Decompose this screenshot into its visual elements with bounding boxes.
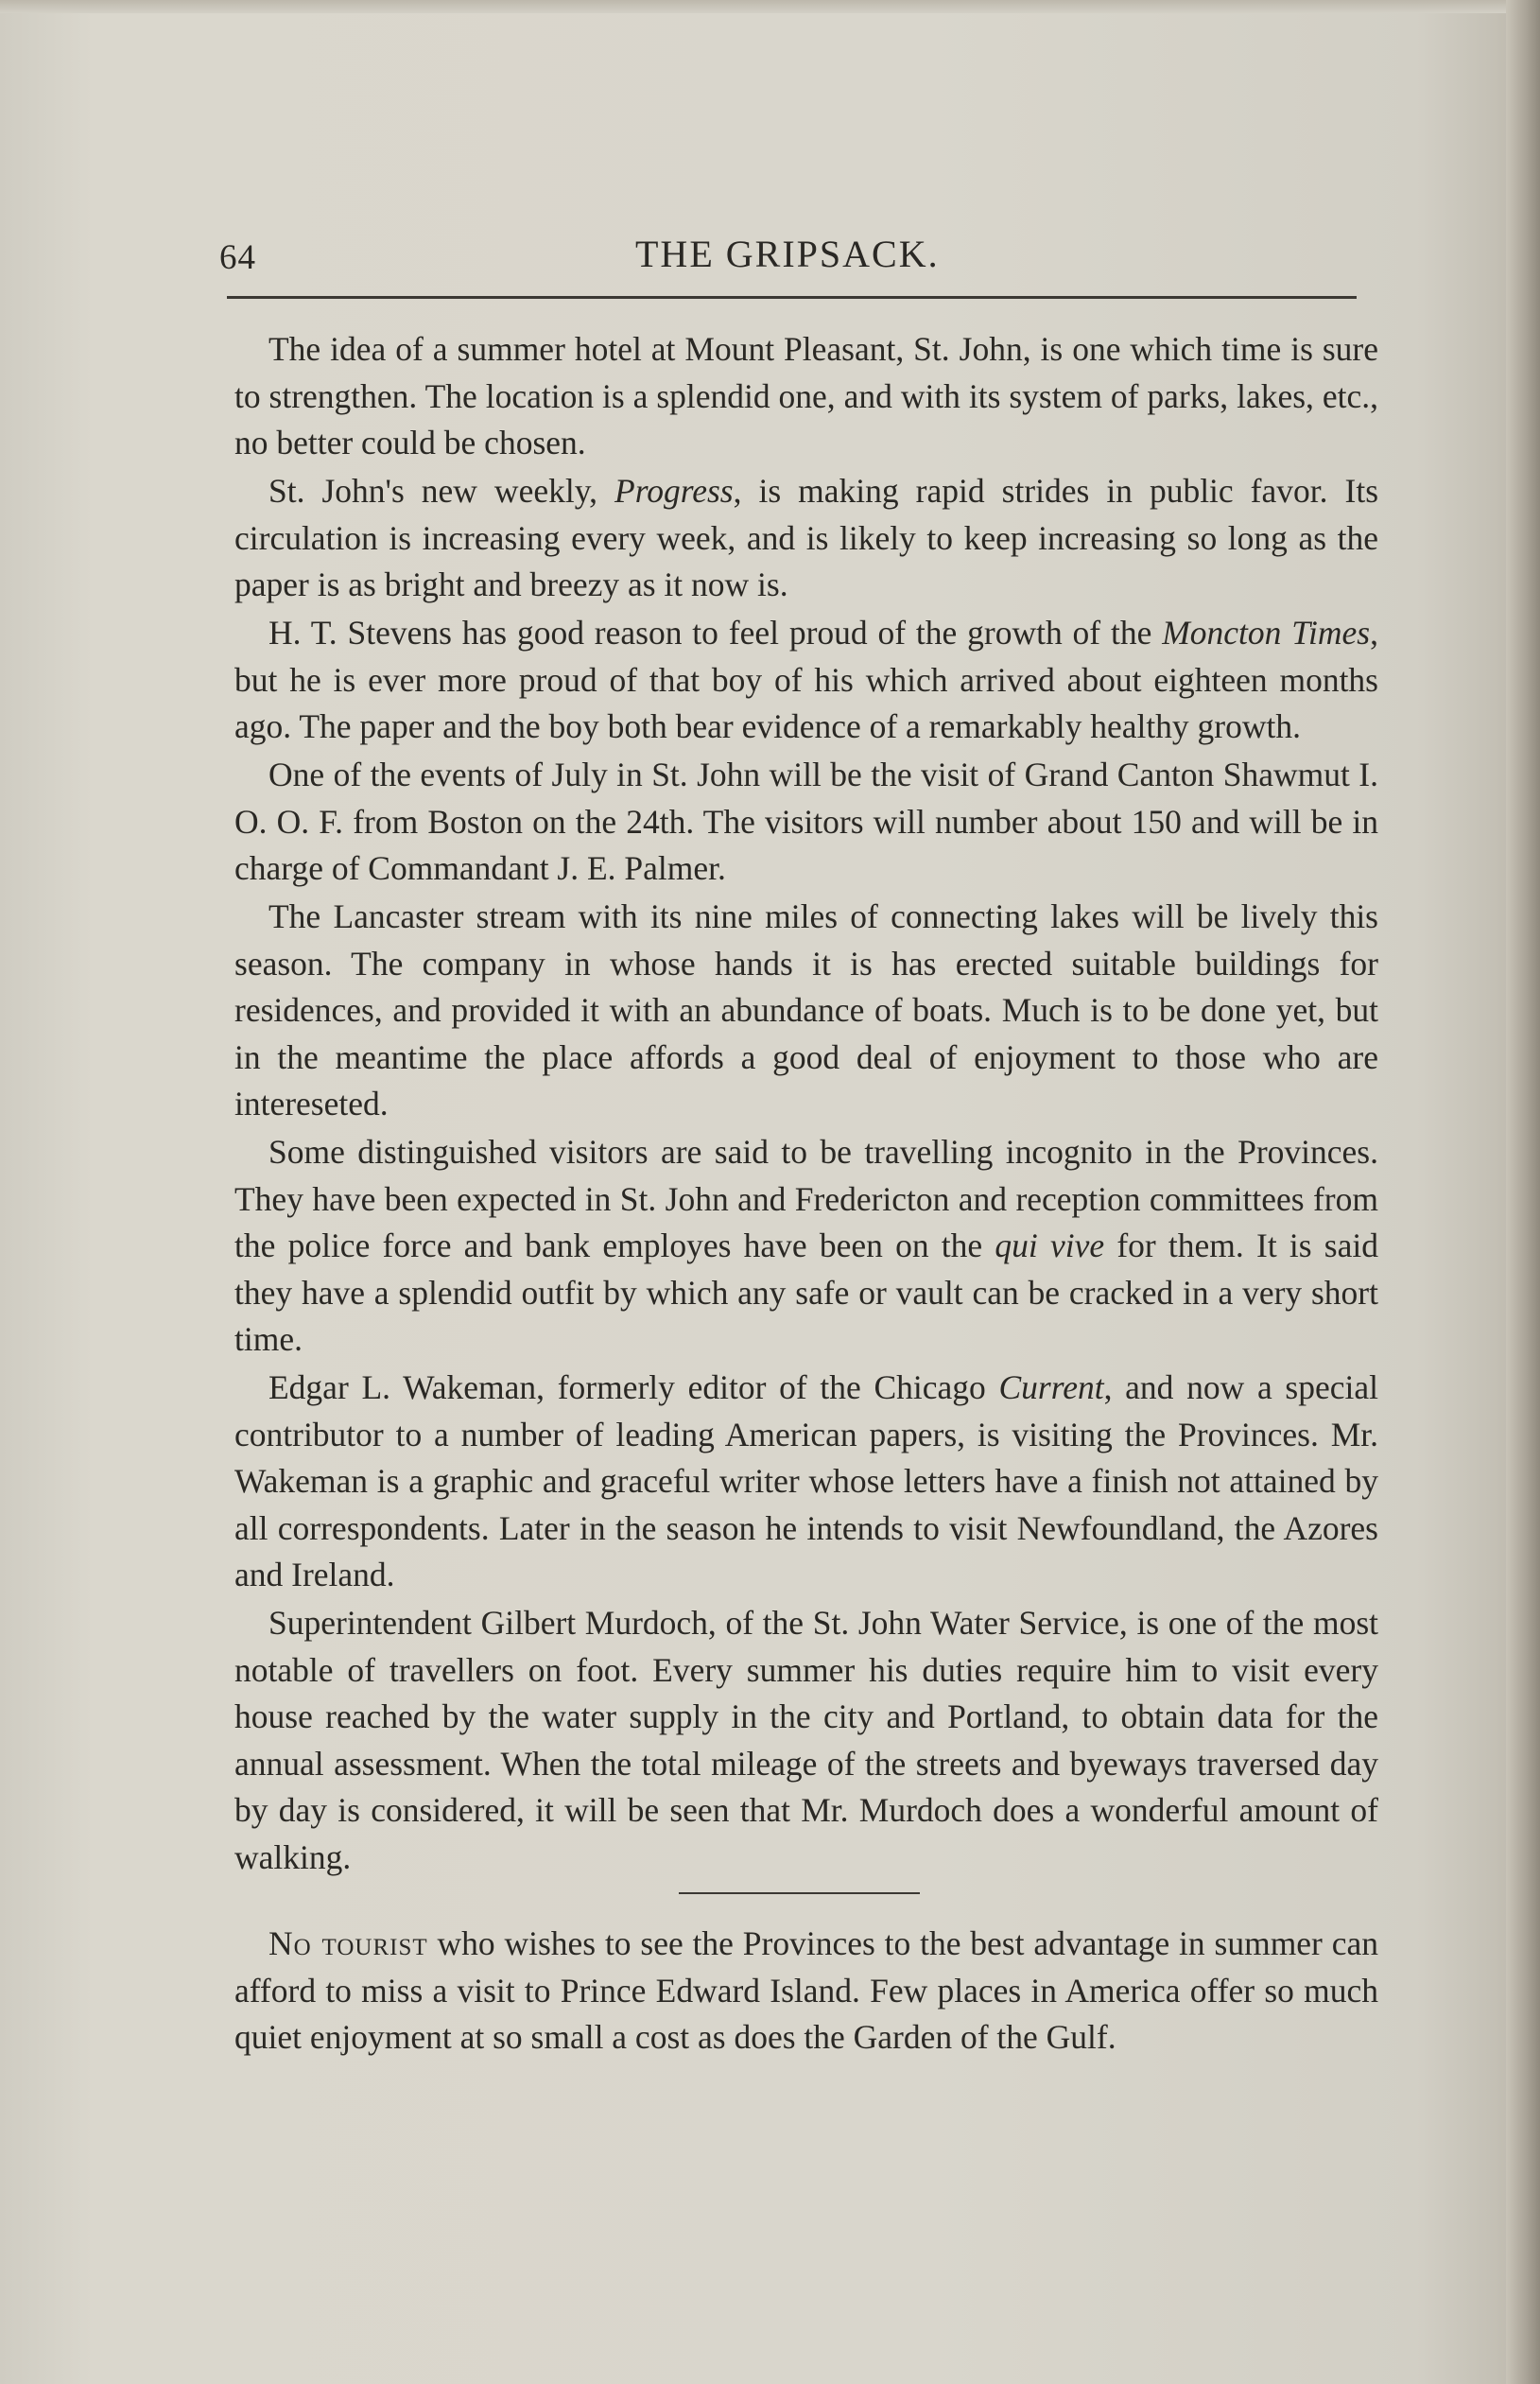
page-header: [219, 232, 1354, 288]
article-body: [234, 326, 1378, 2062]
paragraph-shawmut-visit: One of the events of July in St. John will be the visit of Grand Canton Shawmut I. O. O. F. from Boston on the 24th. The visitors will number about 150 and will be in charge of Commandant J. E. Palmer.: [234, 756, 1378, 887]
paragraph-moncton-times: H. T. Stevens has good reason to feel proud of the growth of the Moncton Times, but he is ever more proud of that boy of his which arrived about eighteen months ago. The paper and the boy both bear evidence of a remarkably healthy growth.: [234, 614, 1378, 745]
page-number: 64: [219, 238, 256, 277]
paragraph-wakeman: Edgar L. Wakeman, formerly editor of the Chicago Current, and now a special contributor to a number of leading American papers, is visiting the Provinces. Mr. Wakeman is a graphic and graceful writer whose letters have a finish not attained by all correspondents. Later in the season he intends to visit Newfoundland, the Azores and Ireland.: [234, 1368, 1378, 1593]
header-rule: [227, 296, 1357, 299]
paragraph-distinguished-visitors: Some distinguished visitors are said to be travelling incognito in the Provinces. They have been expected in St. John and Fredericton and reception committees from the police force and bank employes have been on the qui vive for them. It is said they have a splendid outfit by which any safe or vault can be cracked in a very short time.: [234, 1133, 1378, 1358]
paragraph-lancaster-stream: The Lancaster stream with its nine miles of connecting lakes will be lively this season. The company in whose hands it is has erected suitable buildings for residences, and provided it with an abundance of boats. Much is to be done yet, but in the meantime the place affords a good deal of enjoyment to those who are intereseted.: [234, 897, 1378, 1122]
paragraph-murdoch: Superintendent Gilbert Murdoch, of the St. John Water Service, is one of the most notable of travellers on foot. Every summer his duties require him to visit every house reached by the water supply in the city and Portland, to obtain data for the annual assessment. When the total mileage of the streets and byeways traversed day by day is considered, it will be seen that Mr. Murdoch does a wonderful amount of walking.: [234, 1604, 1378, 1876]
paragraph-pei-advert: [234, 1921, 1378, 2062]
closing-lead: No tourist: [268, 1924, 428, 1962]
running-title: THE GRIPSACK.: [635, 233, 940, 275]
paragraph-progress: St. John's new weekly, Progress, is making rapid strides in public favor. Its circulation is increasing every week, and is likely to keep increasing so long as the paper is as bright and breezy as it now is.: [234, 472, 1379, 603]
page-top-edge: [0, 0, 1540, 13]
paragraph-mount-pleasant: The idea of a summer hotel at Mount Pleasant, St. John, is one which time is sure to strengthen. The location is a splendid one, and with its system of parks, lakes, etc., no better could be chosen.: [234, 330, 1378, 461]
closing-text: who wishes to see the Provinces to the best advantage in summer can afford to miss a visit to Prince Edward Island. Few places in America offer so much quiet enjoyment at so small a cost as does the Garden of the Gulf.: [234, 1924, 1378, 2056]
section-divider: [679, 1892, 920, 1894]
page-binding-edge: [1506, 0, 1540, 2384]
